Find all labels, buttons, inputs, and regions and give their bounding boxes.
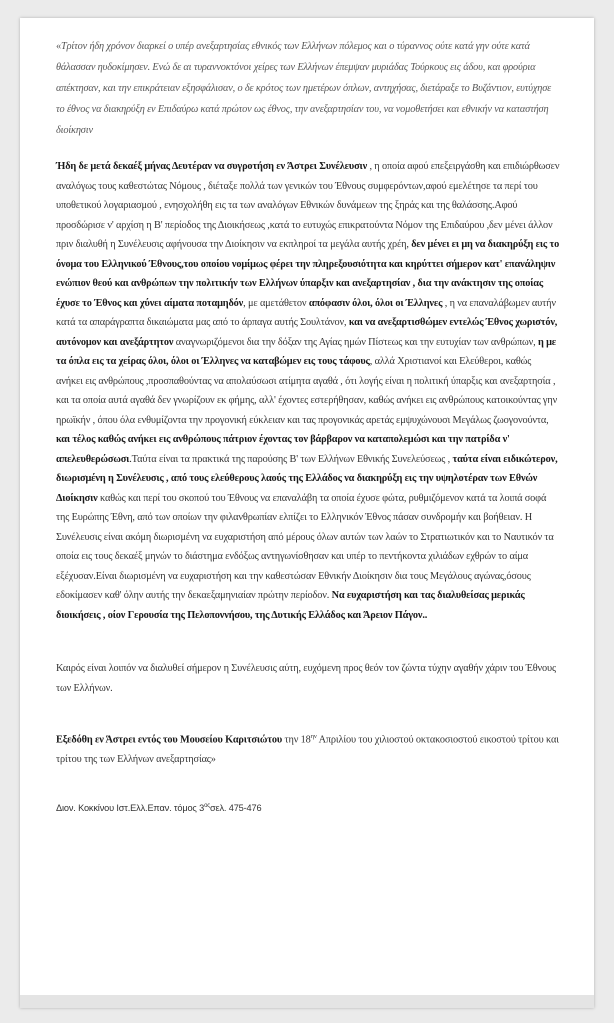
issued-paragraph: [56, 727, 560, 770]
citation-pages: σελ. 475-476: [210, 803, 262, 814]
main-bold-text: ταύτα είναι ειδικώτερον, διωρισμένη η Συνέλευσις , από τους ελεύθερους λαούς της Ελλάδος να διακηρύξη εις την υψηλοτέραν των Εθνών Διοίκησιν: [56, 453, 558, 504]
main-text: αναγνωριζόμενοι δια την δόξαν της Αγίας ημών Πίστεως και την ευτυχίαν των ανθρώπων,: [173, 336, 538, 348]
main-bold-text: Ήδη δε μετά δεκαέξ μήνας Δευτέραν να συγροτήση εν Άστρει Συνέλευσιν: [56, 161, 368, 172]
document-page: [20, 18, 594, 1008]
issued-date-superscript: ην: [310, 733, 317, 740]
issued-date: την 18: [282, 734, 311, 746]
main-text: .Ταύτα είναι τα πρακτικά της παρούσης Β' των Ελλήνων Εθνικής Συνελεύσεως ,: [129, 453, 453, 465]
page-bottom-bar: [20, 995, 594, 1008]
main-text: , η οποία αφού επεξειργάσθη και επιδιώρθωσεν αναλόγως τους καθεστώτας Νόμους , διέταξε πολλά των γενικών του Έθνους συμφερόντων,αφού εμελέτησε τα περί του υποθετικού λογαριασμού , ενησχολήθη εις τα των αναλόγων Εθνικών δυνάμεων της ξηράς και της θαλάσσης.Αφού προσδώρισε ν' αρχίση η Β' περίοδος της Διοικήσεως ,κατά το ευτυχώς επικρατούντα Νόμον της Επιδαύρου ,δεν μένει άλλον πριν διαλυθή η Συνέλευσις αφήνουσα την Διοίκησιν να εκπληροί τα μεγάλα αυτής χρέη,: [56, 161, 560, 250]
main-bold-text: και να ανεξαρτισθώμεν εντελώς Έθνος χωριστόν, αυτόνομον και ανεξάρτητον: [56, 317, 558, 348]
main-bold-text: η με τα όπλα εις τα χείρας όλοι, όλοι οι Έλληνες να καταβώμεν εις τους τάφους: [56, 336, 557, 367]
main-text: , η να επαναλάβωμεν αυτήν κατά τα απαράγραπτα δικαιώματα μας από το άρπαγα αυτής Σουλτάνον,: [56, 297, 556, 328]
opening-quote-mark: «: [56, 41, 61, 52]
main-text: , αλλά Χριστιανοί και Ελεύθεροι, καθώς ανήκει εις ανθρώπους ,προσπαθούντας να απολαύσωσι ατίμητα αγαθά , ότι λογής είναι η πολιτική ύπαρξις και ανεξαρτησία , και τα οποία αυτά αγαθά δεν γνωρίζουν εκ φήμης, αλλ' έχοντες εστερήθησαν, καθώς ανήκει εις ανθρώπους κατοικούντας γην ηρωϊκήν , όπου όλα ενθυμίζοντα την προγονική εύκλειαν και τας προγονικάς αρετάς εμψυχώνουσι Μεγάλως ζωογονούντα,: [56, 356, 558, 426]
main-bold-text: Να ευχαριστήση και τας διαλυθείσας μερικάς διοικήσεις , οίον Γερουσία της Πελοποννήσου, της Δυτικής Ελλάδος και Άρειον Πάγον..: [56, 590, 525, 621]
closing-paragraph: Καιρός είναι λοιπόν να διαλυθεί σήμερον η Συνέλευσις αύτη, ευχόμενη προς θεόν τον ζώντα τύχην αγαθήν χάριν του Έθνους των Ελλήνων.: [56, 663, 556, 694]
issued-date-rest: Απριλίου του χιλιοστού οκτακοσιοστού εικοστού τρίτου και τρίτου της των Ελλήνων ανεξαρτησίας»: [56, 734, 559, 766]
intro-paragraph-text: Τρίτον ήδη χρόνον διαρκεί ο υπέρ ανεξαρτησίας εθνικός των Ελλήνων πόλεμος και ο τύραννος ούτε κατά γην ούτε κατά θάλασσαν ηυδοκίμησεν. Ενώ δε αι τυραννοκτόνοι χείρες των Ελλήνων έπεμψαν μυριάδας Τούρκους εις άδου, και φρούρια απέκτησαν, και την επικράτειαν εξησφάλισαν, ο δε κρότος των ημετέρων όπλων, αντηχήσας, διετάραξε το Βυζάντιον, ευτύχησε το έθνος να διακηρύξη εν Επιδαύρω κατά πρώτον ως έθνος, την ανεξαρτησίαν του, να νομοθετήσει και εθνικήν να καταστήση διοίκησιν: [56, 41, 552, 136]
intro-paragraph: [56, 36, 560, 141]
main-bold-text: δεν μένει ει μη να διακηρύξη εις το όνομα του Ελληνικού Έθνους,του οποίου νομίμως φέρει την πληρεξουσιότητα και κηρύττει σήμερον κατ' επανάληψιν ενώπιον θεού και ανθρώπων την πολιτικήν των Ελλήνων ύπαρξιν και ανεξαρτησίαν , δια την ανάκτησιν της οποίας έχυσε το Έθνος και χύνει αίματα ποταμηδόν: [56, 239, 560, 309]
main-bold-text: και τέλος καθώς ανήκει εις ανθρώπους πάτριον έχοντας τον βάρβαρον να καταπολεμώσι και την πατρίδα ν' απελευθερώσωσι: [56, 434, 510, 465]
citation-text: Διον. Κοκκίνου Ιστ.Ελλ.Επαν. τόμος 3: [56, 803, 205, 814]
source-citation: [56, 798, 560, 816]
document-body: [56, 36, 560, 816]
main-paragraph: [56, 157, 560, 625]
issued-place: Εξεδόθη εν Άστρει εντός του Μουσείου Καριτσιώτου: [56, 734, 283, 746]
citation-superscript: ος: [204, 803, 211, 810]
main-text: καθώς και περί του σκοπού του Έθνους να επαναλάβη τα οποία έχυσε φώτα, ρυθμιζόμενον κατά τα λοιπά σοφά της Ευρώπης Έθνη, από των οποίων την φιλανθρωπίαν ελπίζει το Ελληνικόν Έθνος πάσαν συνδρομήν και βοήθειαν. Η Συνέλευσις είναι ακόμη διωρισμένη να ευχαριστήση από μέρους όλων αυτών των λαών το Στρατιωτικόν και το Ναυτικόν τα οποία εις τους δεκαέξ μηνών το διάστημα ενδόξως αντηγωνίσθησαν και υπέρ το πεντήκοντα χιλιάδων εχθρών το αίμα εξέχυσαν.Είναι διωρισμένη να ευχαριστήση και την καθεστώσαν Εθνικήν Διοίκησιν δια τους Μεγάλους αγώνας,όσους εδοκίμασεν καθ' όλην αυτής την δεκαεξαμηνιαίαν πρώτην περίοδον.: [56, 492, 554, 601]
main-bold-text: απόφασιν όλοι, όλοι οι Έλληνες: [308, 297, 443, 309]
main-text: , με αμετάθετον: [243, 297, 309, 309]
